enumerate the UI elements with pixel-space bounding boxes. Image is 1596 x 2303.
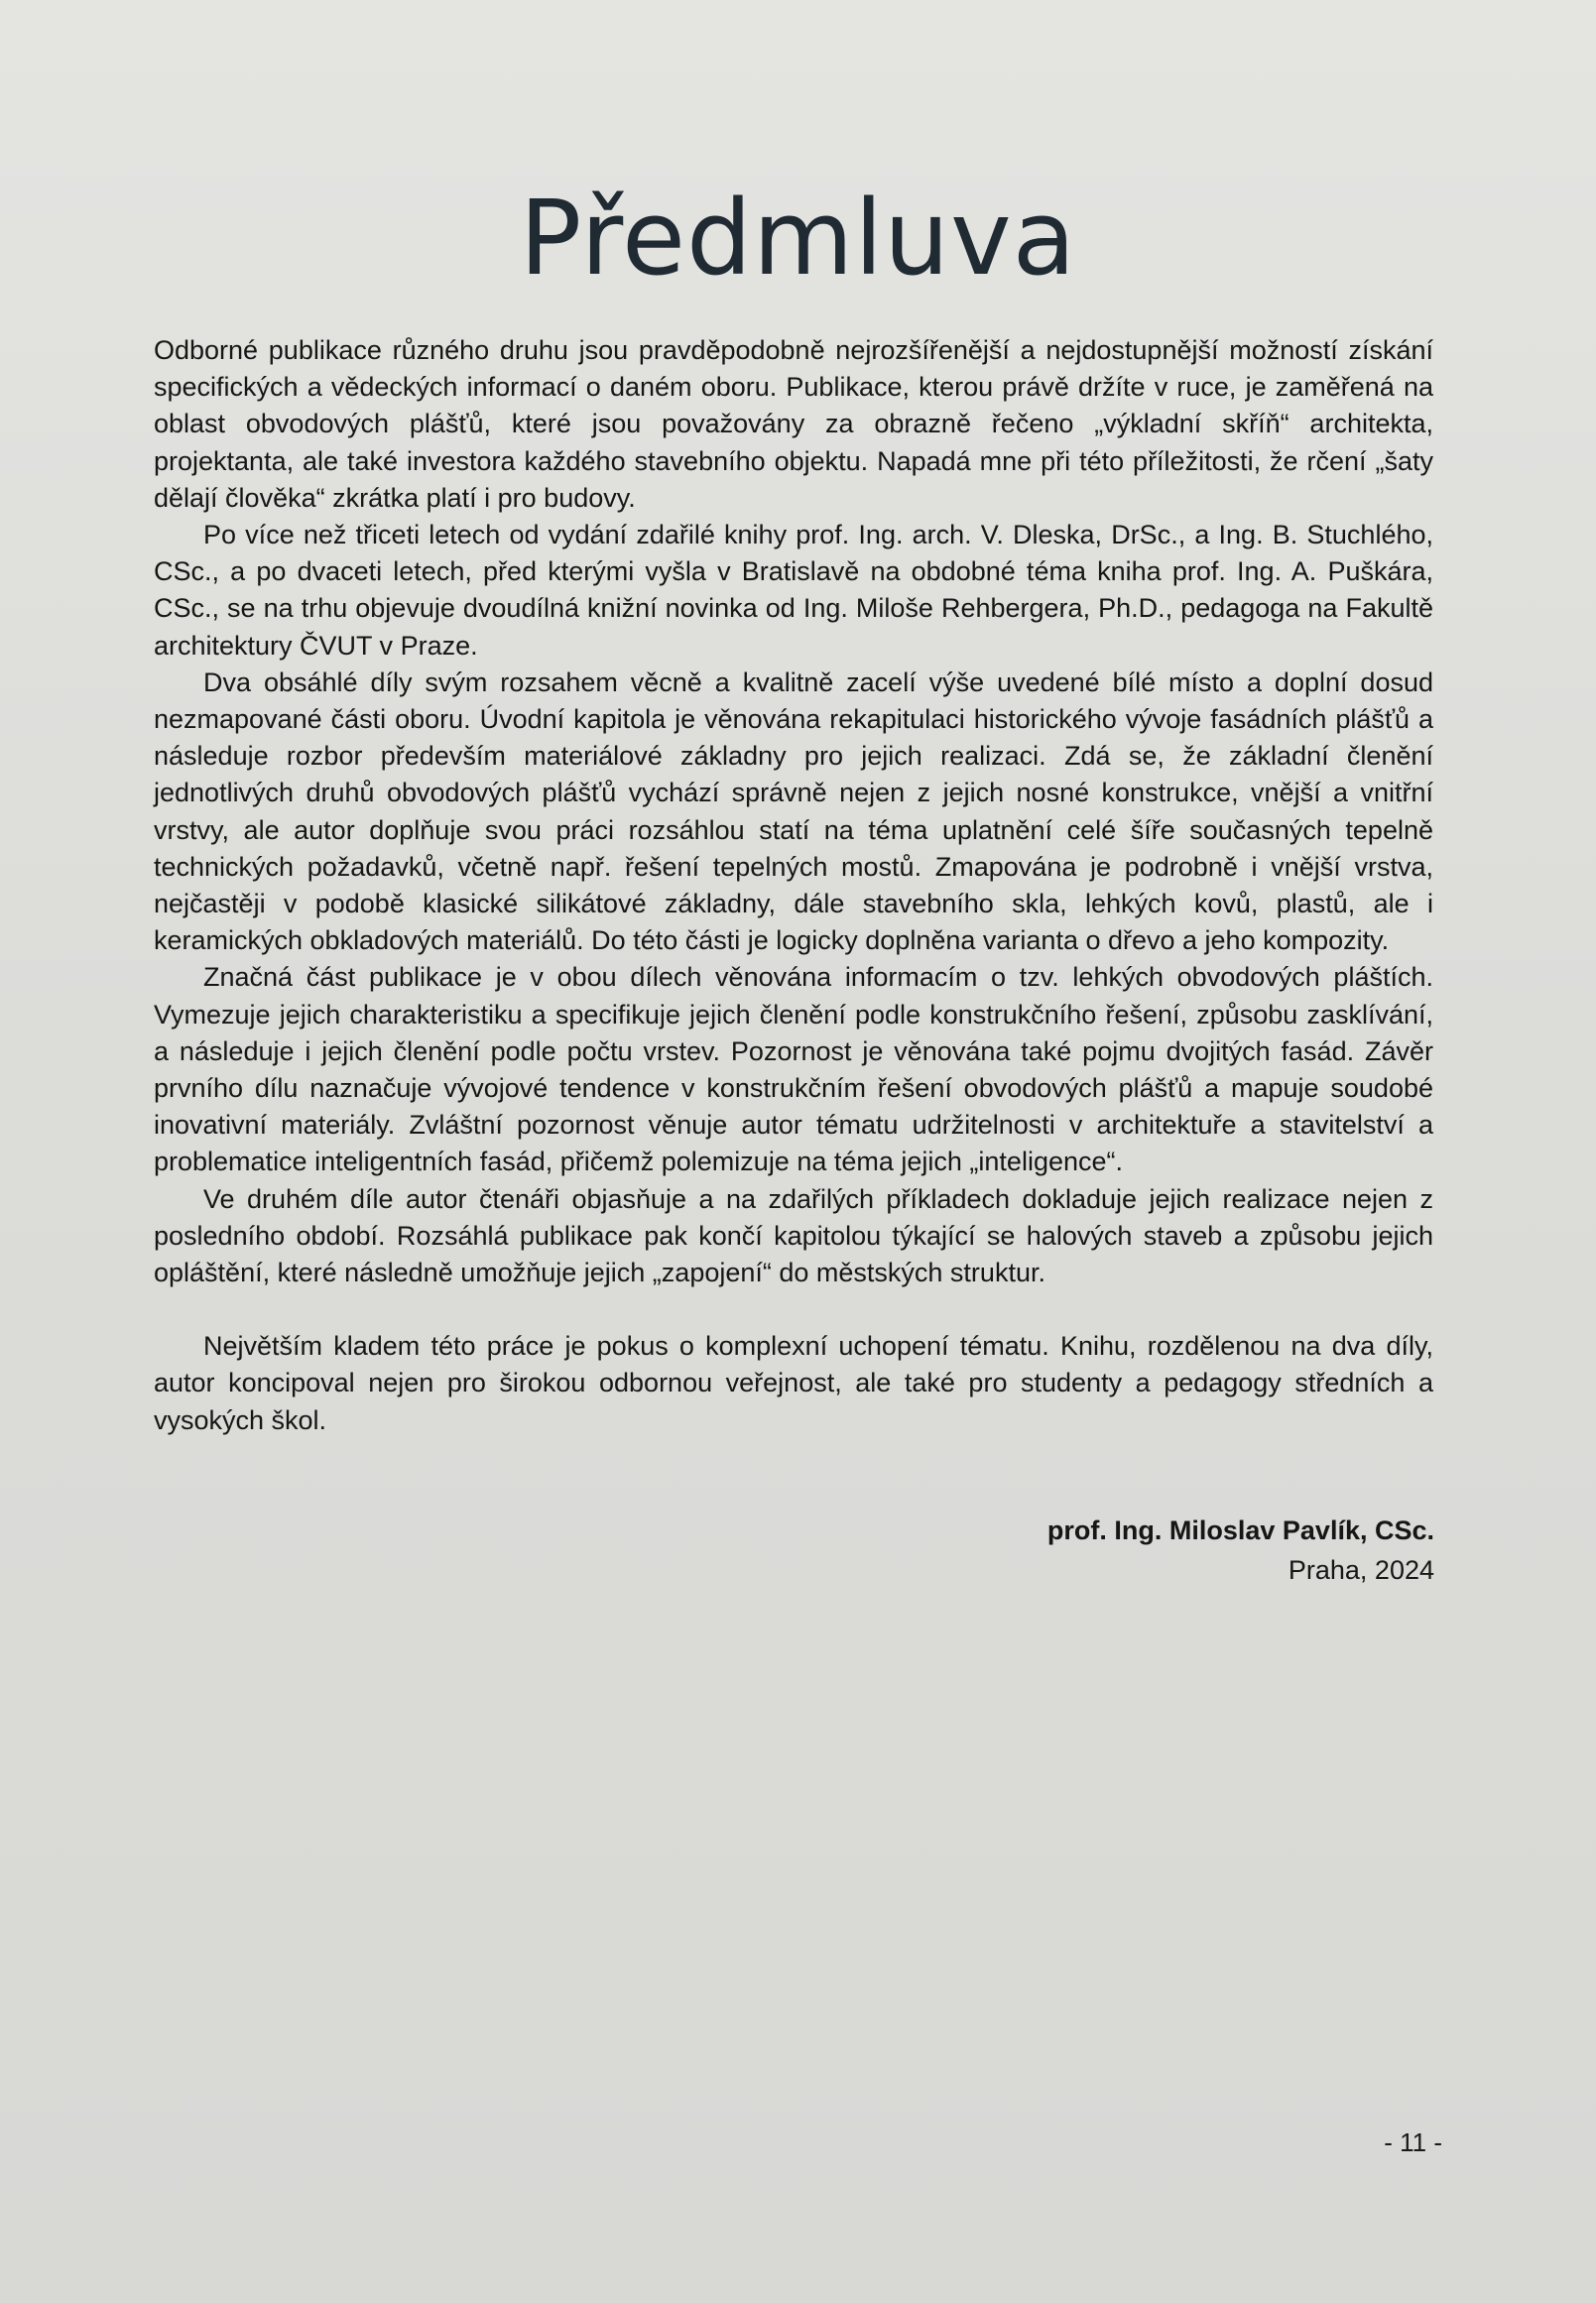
paragraph-3: Dva obsáhlé díly svým rozsahem věcně a kvalitně zacelí výše uvedené bílé místo a doplní dosud nezmapované části oboru. Úvodní kapitola je věnována rekapitulaci historického vývoje fasádních plášťů a následuje rozbor především materiálové základny pro jejich realizaci. Zdá se, že základní členění jednotlivých druhů obvodových plášťů vychází správně nejen z jejich nosné konstrukce, vnější a vnitřní vrstvy, ale autor doplňuje svou práci rozsáhlou statí na téma uplatnění celé šíře současných tepelně technických požadavků, včetně např. řešení tepelných mostů. Zmapována je podrobně i vnější vrstva, nejčastěji v podobě klasické silikátové základny, dále stavebního skla, lehkých kovů, plastů, ale i keramických obkladových materiálů. Do této části je logicky doplněna varianta o dřevo a jeho kompozity. <box>154 667 1433 956</box>
page-title: Předmluva <box>519 178 1077 299</box>
body-text <box>154 332 1433 1439</box>
paragraph-6: Největším kladem této práce je pokus o komplexní uchopení tématu. Knihu, rozdělenou na dva díly, autor koncipoval nejen pro širokou odbornou veřejnost, ale také pro studenty a pedagogy středních a vysokých škol. <box>154 1331 1433 1435</box>
author-name: prof. Ing. Miloslav Pavlík, CSc. <box>1046 1515 1434 1545</box>
paragraph-1: Odborné publikace různého druhu jsou pravděpodobně nejrozšířenější a nejdostupnější možností získání specifických a vědeckých informací o daném oboru. Publikace, kterou právě držíte v ruce, je zaměřená na oblast obvodových plášťů, které jsou považovány za obrazně řečeno „výkladní skříň“ architekta, projektanta, ale také investora každého stavebního objektu. Napadá mne při této příležitosti, že rčení „šaty dělají člověka“ zkrátka platí i pro budovy. <box>154 335 1433 513</box>
page-number: - 11 - <box>1384 2127 1442 2157</box>
place-date: Praha, 2024 <box>1288 1555 1434 1585</box>
paragraph-5: Ve druhém díle autor čtenáři objasňuje a na zdařilých příkladech dokladuje jejich realizace nejen z posledního období. Rozsáhlá publikace pak končí kapitolou týkající se halových staveb a způsobu jejich opláštění, které následně umožňuje jejich „zapojení“ do městských struktur. <box>154 1183 1433 1288</box>
paragraph-2: Po více než třiceti letech od vydání zdařilé knihy prof. Ing. arch. V. Dleska, DrSc., a Ing. B. Stuchlého, CSc., a po dvaceti letech, před kterými vyšla v Bratislavě na obdobné téma kniha prof. Ing. A. Puškára, CSc., se na trhu objevuje dvoudílná knižní novinka od Ing. Miloše Rehbergera, Ph.D., pedagoga na Fakultě architektury ČVUT v Praze. <box>154 520 1433 661</box>
paragraph-4: Značná část publikace je v obou dílech věnována informacím o tzv. lehkých obvodových pláštích. Vymezuje jejich charakteristiku a specifikuje jejich členění podle konstrukčního řešení, způsobu zasklívání, a následuje i jejich členění podle počtu vrstev. Pozornost je věnována také pojmu dvojitých fasád. Závěr prvního dílu naznačuje vývojové tendence v konstrukčním řešení obvodových plášťů a mapuje soudobé inovativní materiály. Zvláštní pozornost věnuje autor tématu udržitelnosti v architektuře a stavitelství a problematice inteligentních fasád, přičemž polemizuje na téma jejich „inteligence“. <box>154 962 1433 1177</box>
signature-block <box>1047 1511 1434 1590</box>
